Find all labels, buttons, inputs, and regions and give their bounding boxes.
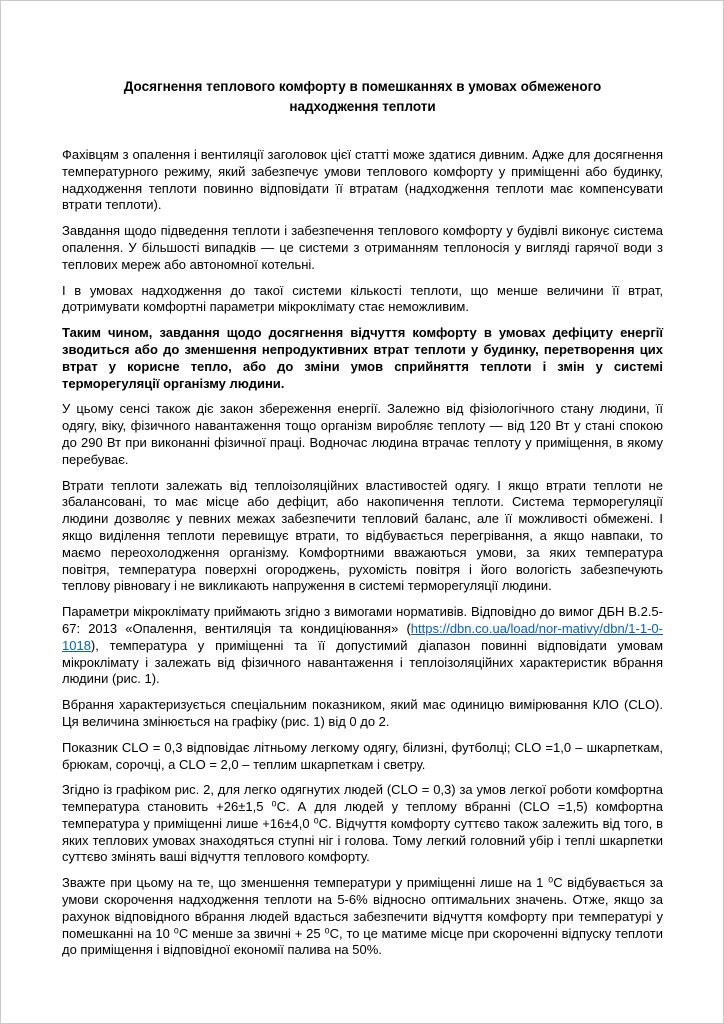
paragraph: Втрати теплоти залежать від теплоізоляційних властивостей одягу. І якщо втрати теплоти не збалансовані, то має місце або дефіцит, або накопичення теплоти. Система терморегуляції людини дозволяє у певних межах забезпечити тепловий баланс, але її можливості обмежені. І якщо виділення теплоти перевищує втрати, то відбувається перегрівання, а якщо навпаки, то маємо переохолодження організму. Комфортними вважаються умови, за яких температура повітря, температура поверхні огороджень, рухомість повітря і його вологість забезпечують теплову рівновагу і не викликають напруження в системі терморегуляції людини. [62,477,663,594]
paragraph: Таким чином, завдання щодо досягнення відчуття комфорту в умовах дефіциту енергії зводиться або до зменшення непродуктивних втрат теплоти у будинку, перетворення цих втрат у корисне тепло, або до зміни умов сприйняття теплоти і змін у системі терморегуляції організму людини. [62,325,663,391]
paragraph: Згідно із графіком рис. 2, для легко одягнутих людей (CLO = 0,3) за умов легкої роботи комфортна температура становить +26±1,5 ⁰С. А для людей у теплому вбранні (CLO =1,5) комфортна температура у приміщенні лише +16±4,0 ⁰С. Відчуття комфорту суттєво також залежить від того, в яких теплових умовах знаходяться ступні ніг і голова. Тому легкий головний убір і теплі шкарпетки суттєво змінять ваші відчуття теплового комфорту. [62,782,663,865]
paragraph: Параметри мікроклімату приймають згідно з вимогами нормативів. Відповідно до вимог ДБН В.2.5-67: 2013 «Опалення, вентиляція та кондиціювання» (https://dbn.co.ua/load/nor-mativy/dbn/1-1-0-1018), температура у приміщенні та її допустимий діапазон повинні відповідати умовам мікроклімату і залежать від фізичного навантаження і теплоізоляційних характеристик вбрання людини (рис. 1). [62,604,663,687]
paragraph: Завдання щодо підведення теплоти і забезпечення теплового комфорту у будівлі виконує система опалення. У більшості випадків — це системи з отриманням теплоносія у вигляді гарячої води з теплових мереж або автономної котельні. [62,223,663,272]
hyperlink-dbn[interactable]: https://dbn.co.ua/load/nor-mativy/dbn/1-1-0-1018 [62,620,663,653]
paragraph: Зважте при цьому на те, що зменшення температури у приміщенні лише на 1 ⁰С відбувається за умови скорочення надходження теплоти на 5-6% відносно оптимальних значень. Отже, якщо за рахунок відповідного вбрання людей вдасться забезпечити відчуття комфорту при температурі у помешканні на 10 ⁰С менше за звичні + 25 ⁰С, то це матиме місце при скороченні відпуску теплоти до приміщення і відповідної економії палива на 50%. [62,875,663,958]
paragraphs [62,147,663,959]
paragraph: У цьому сенсі також діє закон збереження енергії. Залежно від фізіологічного стану людини, її одягу, віку, фізичного навантаження тощо організм виробляє теплоту — від 120 Вт у стані спокою до 290 Вт при виконанні фізичної праці. Водночас людина втрачає теплоту у приміщення, в якому перебуває. [62,401,663,467]
paragraph: Вбрання характеризується спеціальним показником, який має одиницю вимірювання КЛО (CLO). Ця величина змінюється на графіку (рис. 1) від 0 до 2. [62,697,663,729]
page-title: Досягнення теплового комфорту в помешканнях в умовах обмеженого надходження теплоти [123,79,602,114]
paragraph: Показник CLO = 0,3 відповідає літньому легкому одягу, білизні, футболці; CLO =1,0 – шкарпеткам, брюкам, сорочці, а CLO = 2,0 – теплим шкарпеткам і светру. [62,739,663,772]
paragraph: Фахівцям з опалення і вентиляції заголовок цієї статті може здатися дивним. Адже для досягнення температурного режиму, який забезпечує умови теплового комфорту у приміщенні або будинку, надходження теплоти повинно відповідати її втратам (надходження теплоти має компенсувати втрати теплоти). [62,147,663,213]
paragraph: І в умовах надходження до такої системи кількості теплоти, що менше величини її втрат, дотримувати комфортні параметри мікроклімату стає неможливим. [62,282,663,315]
